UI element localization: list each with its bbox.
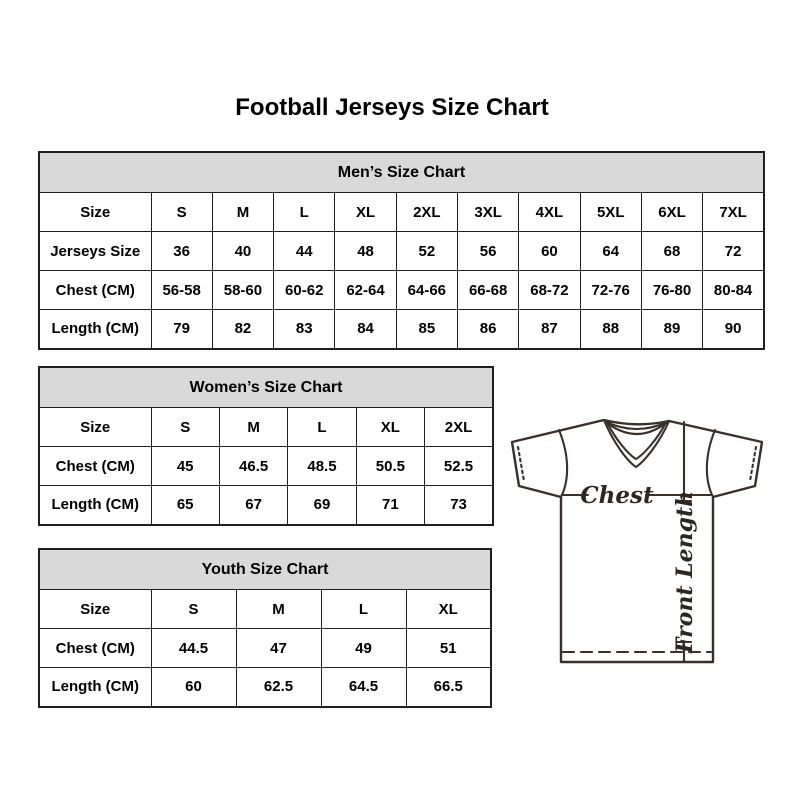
- row-label: Size: [39, 193, 151, 232]
- size-value-cell: 64: [580, 232, 641, 271]
- womens-size-table: [38, 366, 494, 526]
- table-row: [39, 310, 764, 349]
- mens-size-table: [38, 151, 765, 350]
- table-title: Men’s Size Chart: [39, 152, 764, 193]
- size-value-cell: XL: [406, 590, 491, 629]
- table-row: [39, 271, 764, 310]
- table-title-row: [39, 367, 493, 408]
- table-row: [39, 590, 491, 629]
- row-label: Chest (CM): [39, 447, 151, 486]
- size-value-cell: 88: [580, 310, 641, 349]
- size-value-cell: 45: [151, 447, 219, 486]
- size-value-cell: 89: [641, 310, 702, 349]
- size-value-cell: 64-66: [396, 271, 457, 310]
- size-value-cell: 2XL: [396, 193, 457, 232]
- size-value-cell: 47: [236, 629, 321, 668]
- size-value-cell: 58-60: [212, 271, 273, 310]
- size-value-cell: S: [151, 590, 236, 629]
- size-value-cell: 52.5: [425, 447, 493, 486]
- size-value-cell: 6XL: [641, 193, 702, 232]
- size-value-cell: 44: [274, 232, 335, 271]
- size-value-cell: 83: [274, 310, 335, 349]
- size-value-cell: 48: [335, 232, 396, 271]
- size-value-cell: 60: [151, 668, 236, 707]
- size-value-cell: 73: [425, 486, 493, 525]
- size-value-cell: 84: [335, 310, 396, 349]
- armhole-right: [707, 430, 715, 497]
- size-value-cell: 72: [703, 232, 764, 271]
- size-value-cell: 48.5: [288, 447, 356, 486]
- size-value-cell: XL: [335, 193, 396, 232]
- size-value-cell: S: [151, 408, 219, 447]
- cuff-stitch-left: [518, 447, 524, 481]
- size-value-cell: 86: [457, 310, 518, 349]
- table-row: [39, 232, 764, 271]
- size-value-cell: 71: [356, 486, 424, 525]
- size-value-cell: 79: [151, 310, 212, 349]
- table-title: Women’s Size Chart: [39, 367, 493, 408]
- row-label: Length (CM): [39, 668, 151, 707]
- size-value-cell: 7XL: [703, 193, 764, 232]
- jersey-outline: [512, 420, 762, 662]
- row-label: Chest (CM): [39, 271, 151, 310]
- size-value-cell: L: [321, 590, 406, 629]
- size-value-cell: 90: [703, 310, 764, 349]
- size-value-cell: 64.5: [321, 668, 406, 707]
- size-value-cell: 68-72: [519, 271, 580, 310]
- jersey-measurement-diagram: [511, 419, 763, 666]
- table-row: [39, 193, 764, 232]
- size-value-cell: 3XL: [457, 193, 518, 232]
- size-value-cell: 62-64: [335, 271, 396, 310]
- size-value-cell: 44.5: [151, 629, 236, 668]
- size-value-cell: 52: [396, 232, 457, 271]
- size-value-cell: 50.5: [356, 447, 424, 486]
- size-value-cell: 76-80: [641, 271, 702, 310]
- row-label: Jerseys Size: [39, 232, 151, 271]
- size-value-cell: 68: [641, 232, 702, 271]
- size-value-cell: 66-68: [457, 271, 518, 310]
- size-value-cell: 69: [288, 486, 356, 525]
- table-title: Youth Size Chart: [39, 549, 491, 590]
- size-value-cell: S: [151, 193, 212, 232]
- table-row: [39, 447, 493, 486]
- size-value-cell: 87: [519, 310, 580, 349]
- table-row: [39, 668, 491, 707]
- size-value-cell: 82: [212, 310, 273, 349]
- size-value-cell: M: [236, 590, 321, 629]
- size-value-cell: 60: [519, 232, 580, 271]
- size-value-cell: 60-62: [274, 271, 335, 310]
- table-row: [39, 408, 493, 447]
- row-label: Size: [39, 590, 151, 629]
- size-value-cell: 72-76: [580, 271, 641, 310]
- size-value-cell: L: [288, 408, 356, 447]
- row-label: Size: [39, 408, 151, 447]
- size-value-cell: 56: [457, 232, 518, 271]
- size-value-cell: M: [219, 408, 287, 447]
- size-value-cell: 40: [212, 232, 273, 271]
- row-label: Chest (CM): [39, 629, 151, 668]
- youth-size-table: [38, 548, 492, 708]
- size-value-cell: 49: [321, 629, 406, 668]
- front-length-label: Front Length: [672, 490, 698, 654]
- size-value-cell: XL: [356, 408, 424, 447]
- cuff-stitch-right: [750, 447, 756, 481]
- armhole-left: [559, 430, 567, 497]
- size-value-cell: 46.5: [219, 447, 287, 486]
- table-row: [39, 629, 491, 668]
- size-value-cell: 5XL: [580, 193, 641, 232]
- chest-label: Chest: [580, 482, 654, 509]
- size-value-cell: 4XL: [519, 193, 580, 232]
- page-title: Football Jerseys Size Chart: [235, 94, 549, 121]
- table-title-row: [39, 152, 764, 193]
- size-value-cell: 51: [406, 629, 491, 668]
- size-value-cell: 65: [151, 486, 219, 525]
- size-value-cell: 85: [396, 310, 457, 349]
- row-label: Length (CM): [39, 486, 151, 525]
- size-value-cell: 62.5: [236, 668, 321, 707]
- size-value-cell: 2XL: [425, 408, 493, 447]
- size-value-cell: M: [212, 193, 273, 232]
- size-value-cell: 67: [219, 486, 287, 525]
- table-row: [39, 486, 493, 525]
- size-value-cell: 56-58: [151, 271, 212, 310]
- size-value-cell: L: [274, 193, 335, 232]
- table-title-row: [39, 549, 491, 590]
- size-value-cell: 80-84: [703, 271, 764, 310]
- size-value-cell: 36: [151, 232, 212, 271]
- size-value-cell: 66.5: [406, 668, 491, 707]
- row-label: Length (CM): [39, 310, 151, 349]
